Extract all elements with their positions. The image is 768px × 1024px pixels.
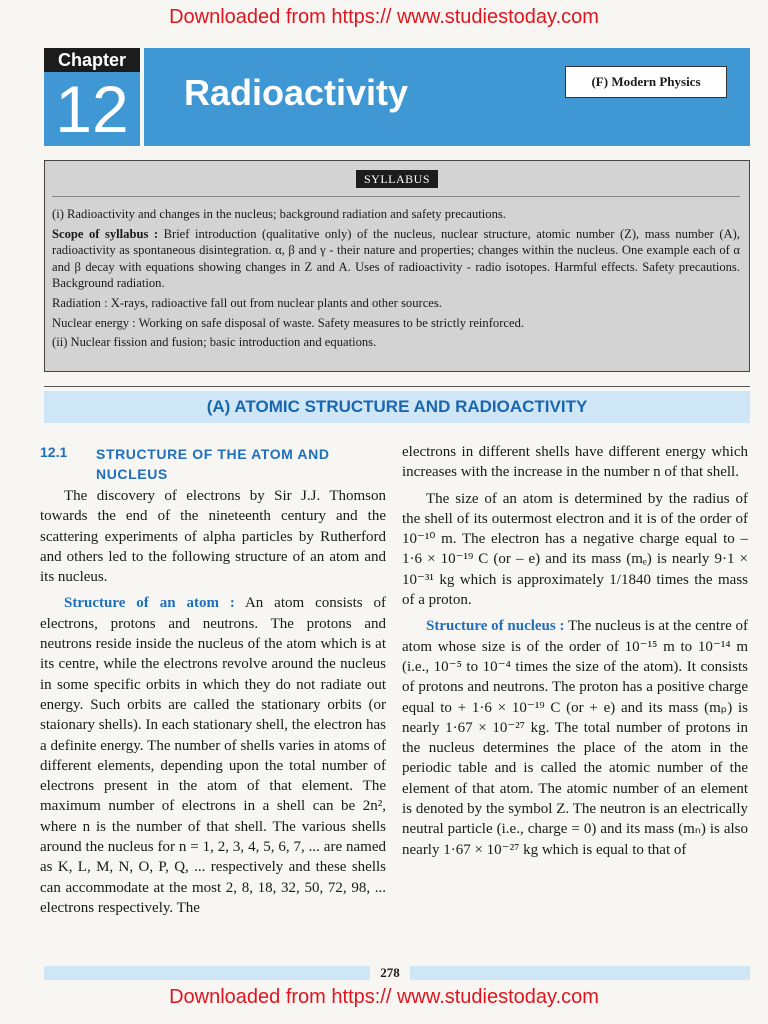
paragraph: Structure of nucleus : The nucleus is at the centre of atom whose size is of the order of 10⁻¹⁵ m to 10⁻¹⁴ m (i.e., 10⁻⁵ to 10⁻⁴ times the size of the atom). It consists of protons and neutrons. The proton has a positive charge equal to + 1·6 × 10⁻¹⁹ C (or + e) and its mass (mₚ) is nearly 1·67 × 10⁻²⁷ kg. The total number of protons in the nucleus determines the place of the atom in the periodic table and is called the atomic number of the element of that atom. The atomic number of an element is denoted by the symbol Z. The neutron is an electrically neutral particle (i.e., charge = 0) and its mass (mₙ) is also nearly 1·67 × 10⁻²⁷ kg which is equal to that of	[402, 618, 748, 858]
right-column	[402, 442, 748, 860]
syllabus-body	[52, 206, 740, 354]
term-label: Structure of an atom :	[64, 595, 235, 612]
paragraph: The size of an atom is determined by the radius of the shell of its outermost electron and it is of the order of 10⁻¹⁰ m. The electron has a negative charge equal to – 1·6 × 10⁻¹⁹ C (or – e) and its mass (mₑ) is nearly 9·1 × 10⁻³¹ kg which is approximately 1/1840 times the mass of a proton.	[402, 490, 748, 609]
section-rule	[44, 386, 750, 387]
syllabus-item: Radiation : X-rays, radioactive fall out from nuclear plants and other sources.	[52, 295, 442, 310]
term-label: Structure of nucleus :	[426, 618, 565, 635]
subsection-number: 12.1	[40, 444, 68, 460]
page-number: 278	[370, 964, 410, 982]
paragraph: The discovery of electrons by Sir J.J. Thomson towards the end of the nineteenth century and the scattering experiments of alpha particles by Rutherford and others led to the following structure of an atom and its nucleus.	[40, 488, 386, 586]
chapter-label: Chapter	[44, 48, 140, 72]
chapter-divider	[140, 48, 144, 146]
chapter-tag: (F) Modern Physics	[565, 66, 727, 98]
syllabus-heading: SYLLABUS	[356, 170, 438, 188]
subsection-title: STRUCTURE OF THE ATOM AND NUCLEUS	[96, 446, 330, 482]
paragraph: Structure of an atom : An atom consists of electrons, protons and neutrons. The protons and neutrons reside inside the nucleus of the atom which is at its centre, while the electrons revolve around the nucleus in some specific orbits in which they do not radiate out energy. Such orbits are called the stationary orbits (or staionary shells). In each stationary shell, the electron has a definite energy. The number of shells varies in atoms of different elements, depending upon the total number of electrons present in the atom of that element. The maximum number of electrons in a shell can be 2n², where n is the number of that shell. The various shells around the nucleus for n = 1, 2, 3, 4, 5, 6, 7, ... are named as K, L, M, N, O, P, Q, ... respectively and these shells can accommodate at the most 2, 8, 18, 32, 50, 72, 98, ... electrons respectively. The	[40, 595, 386, 916]
chapter-title: Radioactivity	[184, 72, 409, 113]
section-title: (A) ATOMIC STRUCTURE AND RADIOACTIVITY	[206, 397, 588, 416]
syllabus-divider	[52, 196, 740, 197]
left-column	[40, 486, 386, 918]
paragraph: electrons in different shells have different energy which increases with the increase in the number n of that shell.	[402, 444, 748, 481]
watermark-top[interactable]: Downloaded from https:// www.studiestoday.com	[169, 6, 599, 28]
syllabus-item: (ii) Nuclear fission and fusion; basic introduction and equations.	[52, 335, 377, 350]
syllabus-item: Scope of syllabus : Brief introduction (qualitative only) of the nucleus, nuclear structure, atomic number (Z), mass number (A), radioactivity as spontaneous disintegration. α, β and γ - their nature and properties; changes within the nucleus. One example each of α and β decay with equations showing changes in Z and A. Uses of radioactivity - radio isotopes. Harmful effects. Safety precautions. Background radiation.	[52, 226, 740, 291]
syllabus-item: Nuclear energy : Working on safe disposal of waste. Safety measures to be strictly reinforced.	[52, 315, 525, 330]
chapter-box	[44, 48, 140, 146]
watermark-bottom[interactable]: Downloaded from https:// www.studiestoday.com	[169, 986, 599, 1008]
syllabus-item: (i) Radioactivity and changes in the nucleus; background radiation and safety precautions.	[52, 207, 506, 221]
chapter-number: 12	[55, 72, 129, 146]
scope-label: Scope of syllabus :	[52, 226, 159, 241]
